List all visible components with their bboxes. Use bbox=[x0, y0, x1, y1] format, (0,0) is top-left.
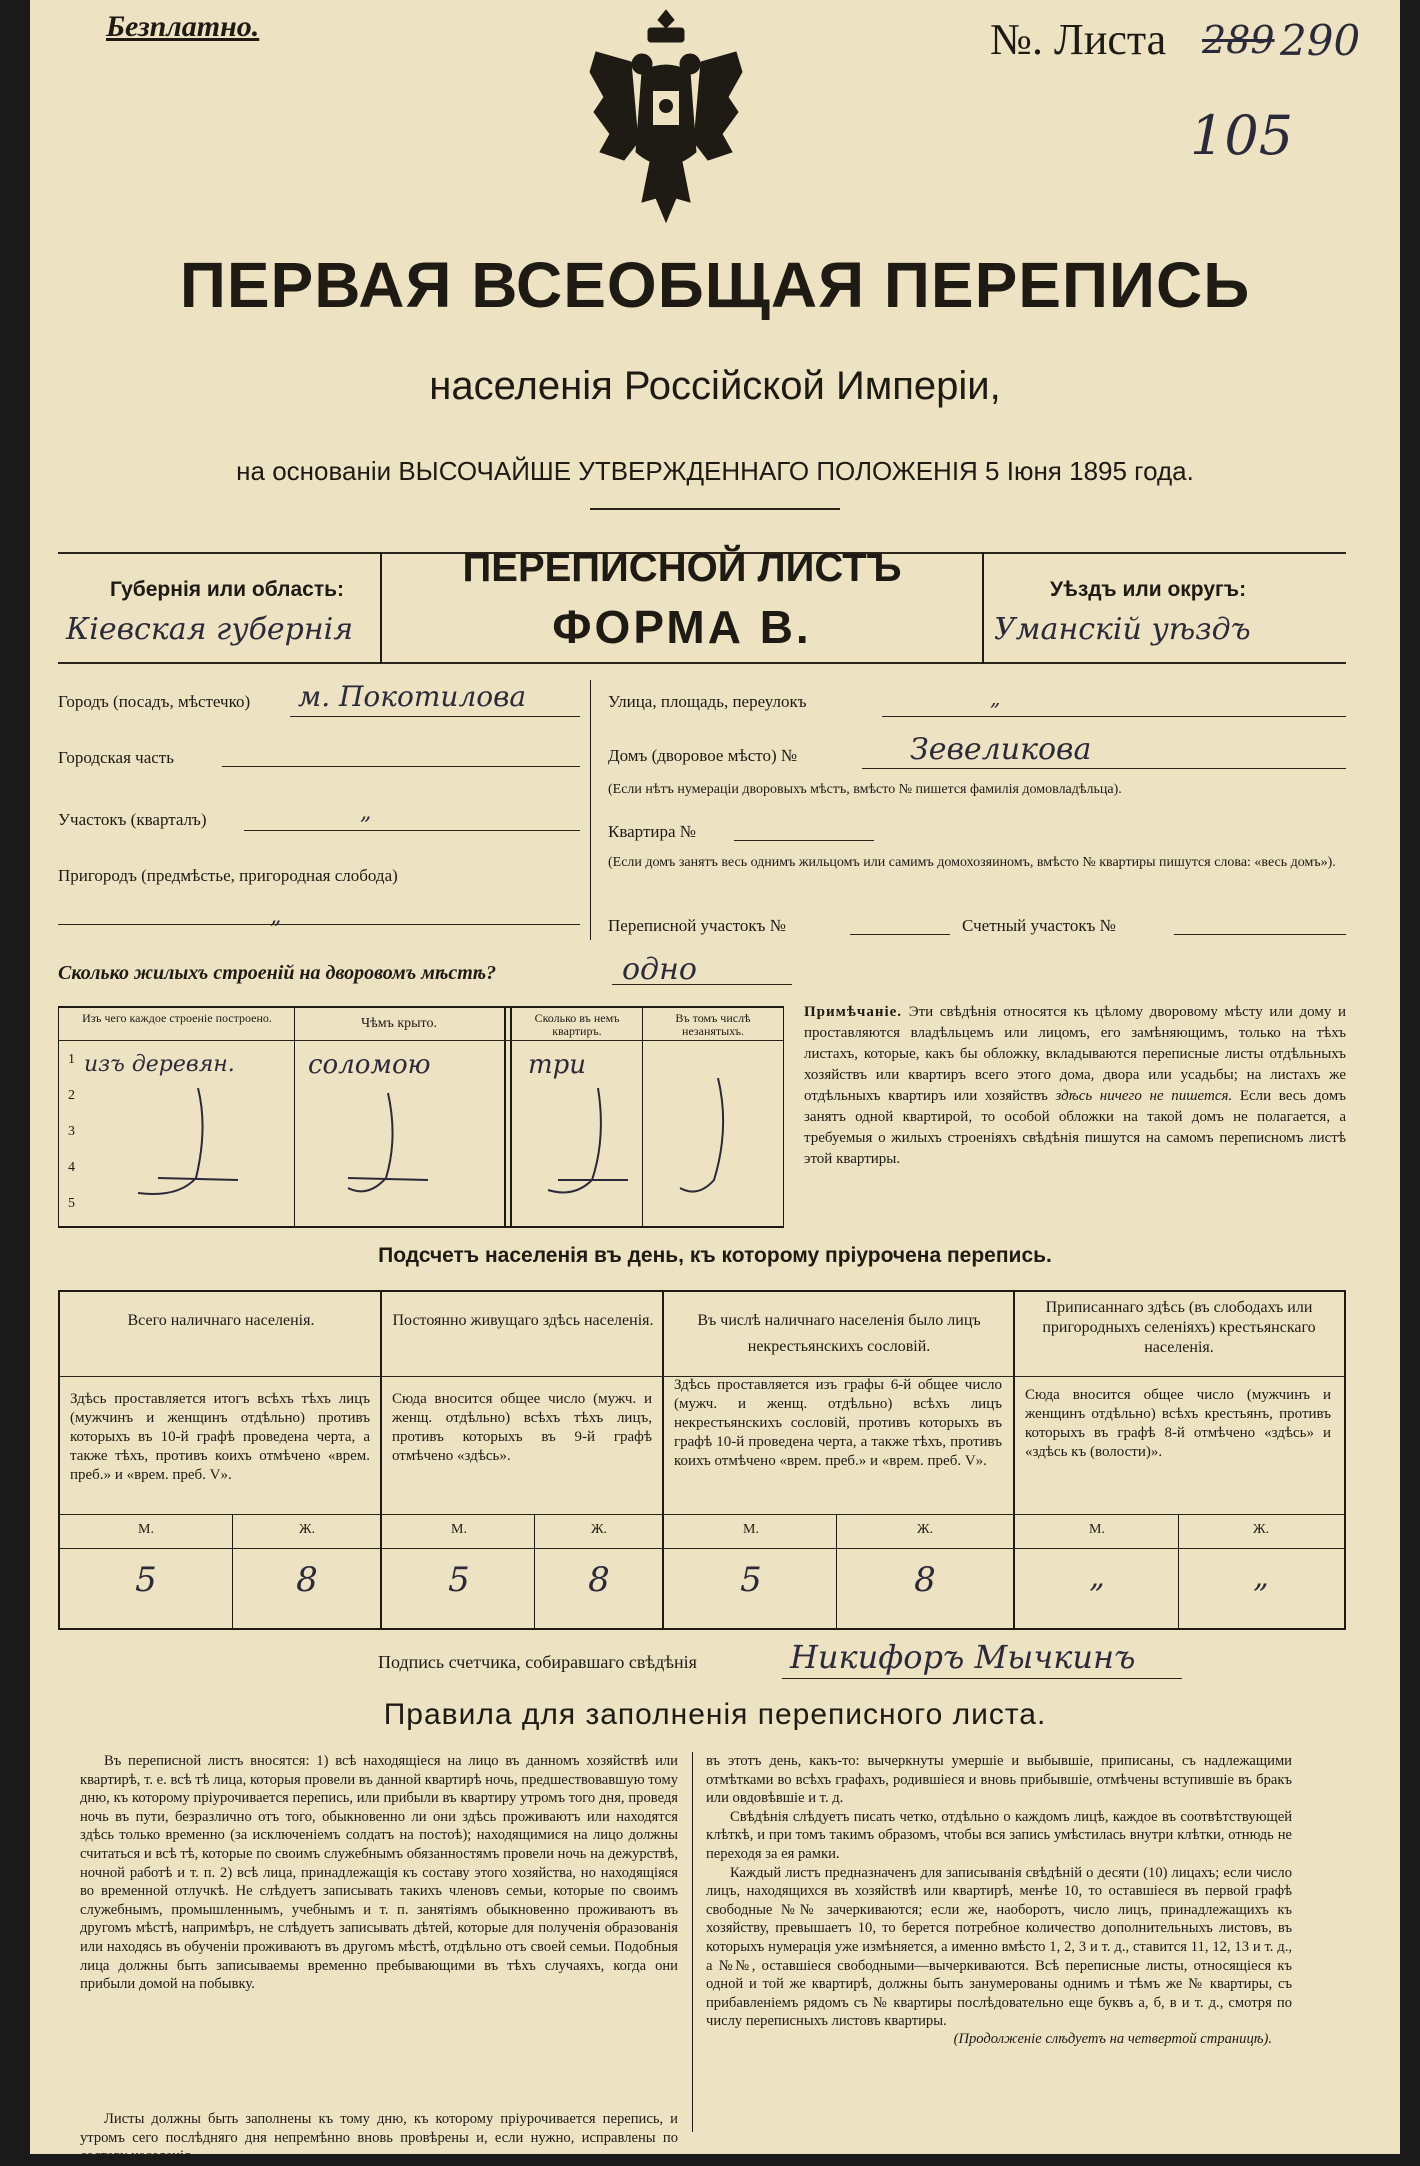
buildings-answer-line bbox=[612, 984, 792, 985]
subtitle: населенія Россійской Имперіи, bbox=[429, 364, 1001, 408]
signature-value: Никифоръ Мычкинъ bbox=[790, 1638, 1136, 1676]
apartment-note: (Если домъ занятъ весь однимъ жильцомъ или самимъ домохозяиномъ, вмѣсто № квартиры пишутся слова: «весь домъ»). bbox=[608, 855, 1336, 870]
m-label: М. bbox=[451, 1522, 467, 1537]
row-number: 5 bbox=[68, 1196, 75, 1211]
uchastok-value: „ bbox=[360, 800, 372, 825]
street-line bbox=[882, 716, 1346, 717]
count-value-zh-nonpeasant: 8 bbox=[914, 1560, 936, 1600]
uchastok-line bbox=[244, 830, 580, 831]
sheet-number-crossed: 289 bbox=[1202, 18, 1275, 62]
count-col1-text: Здѣсь проставляется итогъ всѣхъ тѣхъ лицъ (мужчинъ и женщинъ отдѣльно) противъ которыхъ въ 10-й графѣ проведена черта, а также тѣхъ, противъ коихъ отмѣчено «врем. преб.» и «врем. преб. V». bbox=[70, 1391, 370, 1483]
count-title: Подсчетъ населенія въ день, къ которому пріурочена перепись. bbox=[378, 1244, 1052, 1267]
header-bottom-rule bbox=[58, 662, 1346, 664]
prigorod-value: „ bbox=[270, 904, 282, 929]
buildings-col-roof: Чѣмъ крыто. bbox=[361, 1016, 437, 1031]
count-value-m-total: 5 bbox=[135, 1560, 157, 1600]
zh-label: Ж. bbox=[298, 1522, 316, 1537]
main-title: ПЕРВАЯ ВСЕОБЩАЯ ПЕРЕПИСЬ bbox=[179, 249, 1251, 321]
house-label: Домъ (дворовое мѣсто) № bbox=[608, 746, 798, 765]
row1-apartments: три bbox=[528, 1050, 587, 1080]
buildings-question: Сколько жилыхъ строеній на дворовомъ мѣстѣ? bbox=[58, 962, 497, 984]
rules-left-column: Въ переписной листъ вносятся: 1) всѣ находящіеся на лицо въ данномъ хозяйствѣ или квартирѣ, т. е. всѣ тѣ лица, которыя провели въ данной квартирѣ ночь, предшествовавшую тому дню, къ которому пріурочивается перепись, или прибыли въ квартиру утромъ того дня, проведя ночь въ пути, безразлично отъ того, обыкновенно ли они здѣсь проживаютъ или находятся здѣсь только временно (за исключеніемъ солдатъ на постоѣ); находящимися на лицо должны считаться и всѣ тѣ, которые по своимъ служебнымъ обязанностямъ провели ночь на дежурствѣ, ночной работѣ и т. п. 2) всѣ лица, принадлежащія къ составу этого хозяйства, но находящіяся во временной отлучкѣ. Не слѣдуетъ записывать такихъ членовъ семьи, которые по своимъ служебнымъ, промышленнымъ, учебнымъ и т. п. занятіямъ обыкновенно проживаютъ въ другомъ мѣстѣ, напримѣръ, не слѣдуетъ записывать дѣтей, которые для полученія образованія или находясь въ обученіи проживаютъ въ другомъ мѣстѣ, отдѣльно отъ своей семьи. Подобныя лица должны быть записываемы временно пребывающими въ тѣхъ случаяхъ, когда они прибыли домой на побывку. bbox=[80, 1753, 678, 1993]
count-value-m-nonpeasant: 5 bbox=[740, 1560, 762, 1600]
row-number: 2 bbox=[68, 1088, 75, 1103]
count-col2-text: Сюда вносится общее число (мужч. и женщ. отдѣльно) всѣхъ тѣхъ лицъ, противъ которыхъ въ 9-й графѣ отмѣчено «здѣсь». bbox=[392, 1391, 652, 1464]
uezd-label: Уѣздъ или округъ: bbox=[1050, 578, 1247, 601]
house-line bbox=[862, 768, 1346, 769]
signature-line bbox=[782, 1678, 1182, 1679]
city-part-label: Городская часть bbox=[58, 748, 174, 767]
rules-right-column bbox=[706, 1752, 1292, 2048]
zh-label: Ж. bbox=[1252, 1522, 1270, 1537]
sheet-number-value: 290 bbox=[1280, 16, 1361, 65]
census-district-label: Переписной участокъ № bbox=[608, 916, 786, 935]
ditto-marks bbox=[58, 1068, 784, 1218]
buildings-note bbox=[804, 1002, 1346, 1170]
legal-basis: на основаніи ВЫСОЧАЙШЕ УТВЕРЖДЕННАГО ПОЛОЖЕНІЯ 5 Іюня 1895 года. bbox=[236, 456, 1194, 486]
m-label: М. bbox=[743, 1522, 759, 1537]
apartment-label: Квартира № bbox=[608, 822, 697, 841]
archive-number: 105 bbox=[1190, 104, 1294, 167]
m-label: М. bbox=[1089, 1522, 1105, 1537]
header-divider-right bbox=[982, 552, 984, 664]
buildings-answer: одно bbox=[622, 952, 697, 987]
title-rule bbox=[590, 508, 840, 510]
row-number: 4 bbox=[68, 1160, 75, 1175]
count-col1-head: Всего наличнаго населенія. bbox=[127, 1312, 315, 1329]
rules-title: Правила для заполненія переписного листа. bbox=[383, 1698, 1047, 1731]
count-value-m-permanent: 5 bbox=[448, 1560, 470, 1600]
rules-right-p3: Каждый листъ предназначенъ для записыванія свѣдѣній о десяти (10) лицахъ; если число лицъ, находящихся въ хозяйствѣ или квартирѣ, менѣе 10, то оставшіеся въ первой графѣ свободные №№ зачеркиваются; если же, наоборотъ, число лицъ, принадлежащихъ къ хозяйству, превышаетъ 10, то берется потребное количество дополнительныхъ листовъ, въ которыхъ нумерація уже измѣняется, а именно вмѣсто 1, 2, 3 и т. д., ставится 11, 12, 13 и т. д., а №№, оставшіеся свободными—вычеркиваются. Всѣ переписные листы, относящіеся къ одной и той же квартирѣ, должны быть занумерованы однимъ и тѣмъ же № квартиры, съ прибавленіемъ рядомъ съ № квартиры послѣдовательно еще буквъ а, б, в и т. д., смотря по числу переписныхъ листовъ квартиры. bbox=[706, 1864, 1292, 2030]
uchastok-label: Участокъ (кварталъ) bbox=[58, 810, 207, 829]
row1-material: изъ деревян. bbox=[84, 1052, 235, 1077]
count-value-zh-peasant: „ bbox=[1253, 1560, 1269, 1595]
guberniya-value: Кіевская губернія bbox=[66, 612, 354, 647]
rules-left-column-2: Листы должны быть заполнены къ тому дню, къ которому пріурочивается перепись, и утромъ сего послѣдняго дня непремѣнно вновь провѣрены и, если нужно, исправлены по составу населенія bbox=[80, 2111, 678, 2165]
note-text-2: Если весь домъ занятъ одной квартирой, то особой обложки на такой домъ не полагается, а требуемыя о жилыхъ строеніяхъ свѣдѣнія пишутся на самомъ переписномъ листѣ этой квартиры. bbox=[804, 1088, 1347, 1167]
uezd-value: Уманскій уѣздъ bbox=[994, 612, 1251, 647]
rules-right-p1: въ этотъ день, какъ-то: вычеркнуты умершіе и выбывшіе, приписаны, съ надлежащими отмѣтками во всѣхъ графахъ, родившіеся и вновь прибывшіе, отмѣчены вступившіе въ бракъ или овдовѣвшіе и т. д. bbox=[706, 1753, 1292, 1807]
prigorod-line bbox=[58, 924, 580, 925]
count-value-m-peasant: „ bbox=[1089, 1560, 1105, 1595]
city-part-line bbox=[222, 766, 580, 767]
m-label: М. bbox=[138, 1522, 154, 1537]
row-number: 1 bbox=[68, 1052, 75, 1067]
house-note: (Если нѣтъ нумерацiи дворовыхъ мѣстъ, вмѣсто № пишется фамилiя домовладѣльца). bbox=[608, 782, 1122, 797]
note-italic: здѣсь ничего не пишется. bbox=[1055, 1088, 1233, 1104]
apartment-line bbox=[734, 840, 874, 841]
signature-label: Подпись счетчика, собиравшаго свѣдѣнія bbox=[378, 1652, 697, 1672]
imperial-eagle-emblem bbox=[586, 2, 746, 232]
census-district-line bbox=[850, 934, 950, 935]
count-value-zh-total: 8 bbox=[296, 1560, 318, 1600]
count-value-zh-permanent: 8 bbox=[588, 1560, 610, 1600]
form-title: ПЕРЕПИСНОЙ ЛИСТЪ bbox=[462, 546, 902, 590]
city-label: Городъ (посадъ, мѣстечко) bbox=[58, 692, 251, 711]
street-label: Улица, площадь, переулокъ bbox=[608, 692, 807, 711]
buildings-col-vacant: Въ томъ числѣ незанятыхъ. bbox=[675, 1011, 751, 1038]
city-line bbox=[290, 716, 580, 717]
rules-right-p2: Свѣдѣнія слѣдуетъ писать четко, отдѣльно о каждомъ лицѣ, каждое въ соотвѣтствующей клѣткѣ, и при томъ такимъ образомъ, чтобы вся запись умѣстилась внутри клѣтки, отнюдь не переходя за ея рамки. bbox=[706, 1808, 1292, 1862]
rules-divider bbox=[692, 1752, 693, 2132]
street-value: „ bbox=[990, 686, 1001, 710]
buildings-col-apartments: Сколько въ немъ квартиръ. bbox=[534, 1011, 620, 1038]
sheet-number-label: №. Листа bbox=[990, 15, 1167, 64]
census-sheet bbox=[30, 0, 1400, 2165]
buildings-table bbox=[58, 1006, 784, 1228]
count-district-line bbox=[1174, 934, 1346, 935]
count-col4-head: Приписаннаго здѣсь (въ слободахъ или пригородныхъ селеніяхъ) крестьянскаго населенія. bbox=[1042, 1299, 1316, 1356]
count-col3-head: Въ числѣ наличнаго населенія было лицъ некрестьянскихъ сословій. bbox=[697, 1312, 981, 1355]
count-col3-text: Здѣсь проставляется изъ графы 6-й общее число (мужч. и женщ. отдѣльно) всѣхъ лицъ некрестьянскихъ сословій, противъ которыхъ въ графѣ 10-й проведена черта, а также тѣхъ, противъ коихъ отмѣчено «врем. преб.» и «врем. преб. V». bbox=[674, 1377, 1002, 1469]
city-value: м. Покотилова bbox=[298, 680, 527, 713]
count-table bbox=[58, 1290, 1346, 1630]
count-district-label: Счетный участокъ № bbox=[962, 916, 1116, 935]
row1-roof: соломою bbox=[308, 1050, 431, 1080]
note-text: Эти свѣдѣнія относятся къ цѣлому дворовому мѣсту или дому и проставляются владѣльцемъ или лицомъ, его замѣняющимъ, только на тѣхъ листахъ, которые, какъ бы обложку, вкладываются переписные листы отдѣльныхъ хозяйствъ или квартиръ всего этого дома, двора или усадьбы; на листахъ же отдѣльныхъ квартиръ или хозяйствъ bbox=[804, 1004, 1346, 1104]
count-col4-text: Сюда вносится общее число (мужчинъ и женщинъ отдѣльно) всѣхъ крестьянъ, противъ которыхъ въ графѣ 8-й отмѣчено «здѣсь» и «здѣсь къ (волости)». bbox=[1025, 1387, 1331, 1460]
note-head: Примѣчаніе. bbox=[804, 1004, 903, 1020]
count-col2-head: Постоянно живущаго здѣсь населенія. bbox=[392, 1312, 654, 1329]
buildings-col-material: Изъ чего каждое строеніе построено. bbox=[82, 1011, 272, 1025]
form-name: ФОРМА В. bbox=[552, 601, 812, 653]
rules-continued: (Продолженіе слѣдуетъ на четвертой страницѣ). bbox=[953, 2030, 1272, 2047]
house-value: Зевеликова bbox=[910, 732, 1092, 767]
prigorod-label: Пригородъ (предмѣстье, пригородная слобода) bbox=[58, 866, 398, 885]
guberniya-label: Губернія или область: bbox=[110, 578, 345, 601]
free-label: Безплатно. bbox=[106, 10, 260, 43]
row-number: 3 bbox=[68, 1124, 75, 1139]
zh-label: Ж. bbox=[590, 1522, 608, 1537]
address-divider bbox=[590, 680, 591, 940]
zh-label: Ж. bbox=[916, 1522, 934, 1537]
